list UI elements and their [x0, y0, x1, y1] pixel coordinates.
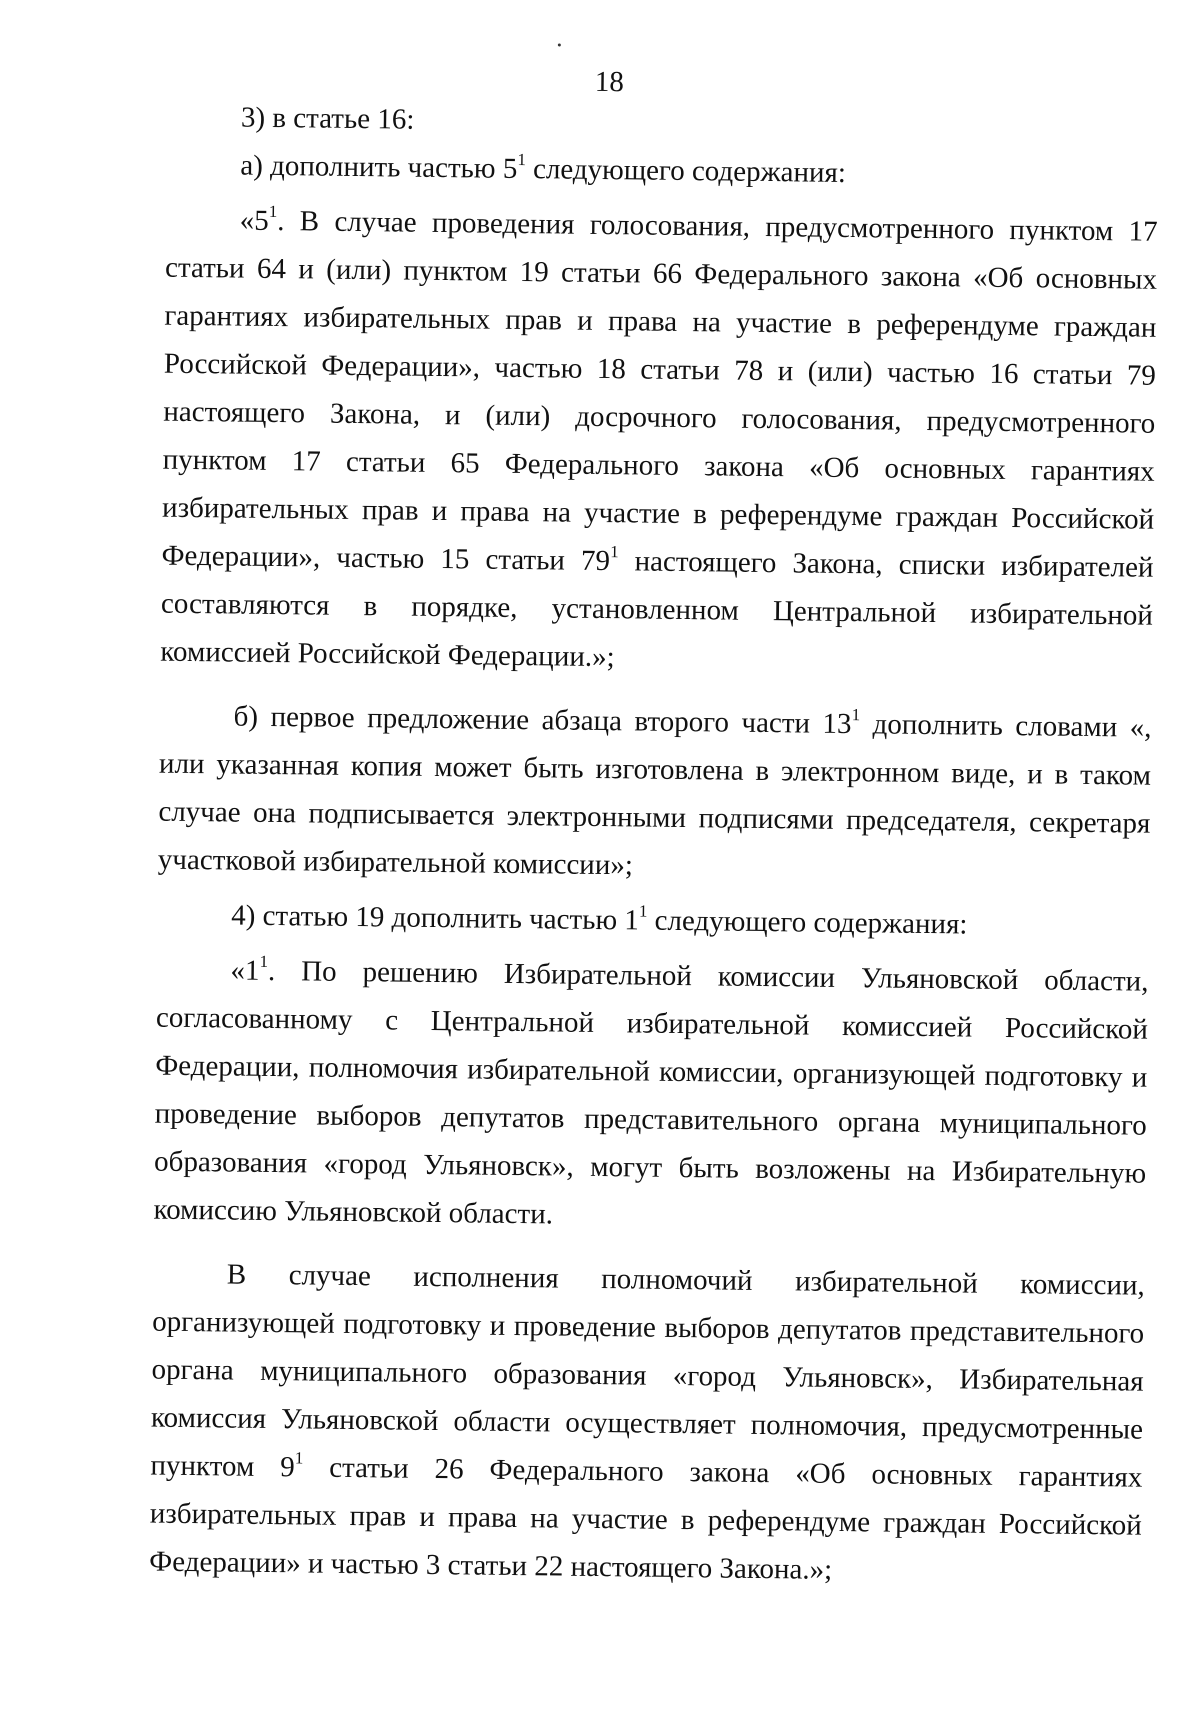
paragraph-part-1-1	[153, 946, 1148, 1246]
paragraph-part-5-1	[160, 196, 1158, 688]
page-number: 18	[594, 65, 625, 99]
paragraph-text: статьи 26 Федерального закона «Об основных гарантиях избирательных прав и права на участие в референдуме граждан Российской Федерации» и частью 3 статьи 22 настоящего Закона.»;	[149, 1451, 1143, 1586]
superscript-index: 1	[638, 901, 648, 921]
superscript-index: 1	[294, 1448, 304, 1468]
paragraph-text: следующего содержания:	[647, 904, 968, 941]
paragraph-text: . По решению Избирательной комиссии Ульяновской области, согласованному с Центральной избирательной комиссией Российской Федерации, полномочия избирательной комиссии, организующей подготовку и проведение выборов депутатов представительного органа муниципального образования «город Ульяновск», могут быть возложены на Избирательную комиссию Ульяновской области.	[153, 954, 1149, 1231]
paragraph-case-execution	[149, 1250, 1145, 1598]
paragraph-text: . В случае проведения голосования, предусмотренного пунктом 17 статьи 64 и (или) пунктом 19 статьи 66 Федерального закона «Об основных гарантиях избирательных прав и права на участие в референдуме граждан Российской Федерации», частью 18 статьи 78 и (или) частью 16 статьи 79 настоящего Закона, и (или) досрочного голосования, предусмотренного пунктом 17 статьи 65 Федерального закона «Об основных гарантиях избирательных прав и права на участие в референдуме граждан Российской Федерации», частью 15 статьи 79	[161, 205, 1158, 578]
paragraph-text: 4) статью 19 дополнить частью 1	[230, 899, 640, 937]
scan-speck	[558, 43, 561, 46]
superscript-index: 1	[517, 149, 527, 170]
paragraph-text: б) первое предложение абзаца второго части 13	[233, 700, 852, 741]
paragraph-subitem-b	[158, 692, 1152, 896]
paragraph-text: а) дополнить частью 5	[240, 149, 518, 185]
paragraph-text: следующего содержания:	[525, 153, 847, 189]
paragraph-text: «1	[230, 954, 260, 987]
superscript-index: 1	[268, 201, 278, 222]
superscript-index: 1	[610, 542, 619, 562]
document-body	[149, 93, 1159, 1605]
paragraph-text: 3) в статье 16:	[240, 101, 415, 136]
superscript-index: 1	[851, 705, 861, 725]
paragraph-text: «5	[239, 204, 269, 237]
superscript-index: 1	[259, 951, 269, 971]
paragraph-text: дополнить словами «, или указанная копия может быть изготовлена в электронном виде, и в таком случае она подписывается электронными подписями председателя, секретаря участковой избирательной комиссии»;	[157, 708, 1152, 882]
paragraph-text: настоящего Закона, списки избирателей составляются в порядке, установленном Центральной избирательной комиссией Российской Федерации.»;	[160, 545, 1154, 674]
paragraph-item-4	[157, 891, 1150, 951]
paragraph-text: В случае исполнения полномочий избирательной комиссии, организующей подготовку и проведение выборов депутатов представительного органа муниципального образования «город Ульяновск», Избирательная комиссия Ульяновской области осуществляет полномочия, предусмотренные пунктом 9	[150, 1258, 1145, 1484]
